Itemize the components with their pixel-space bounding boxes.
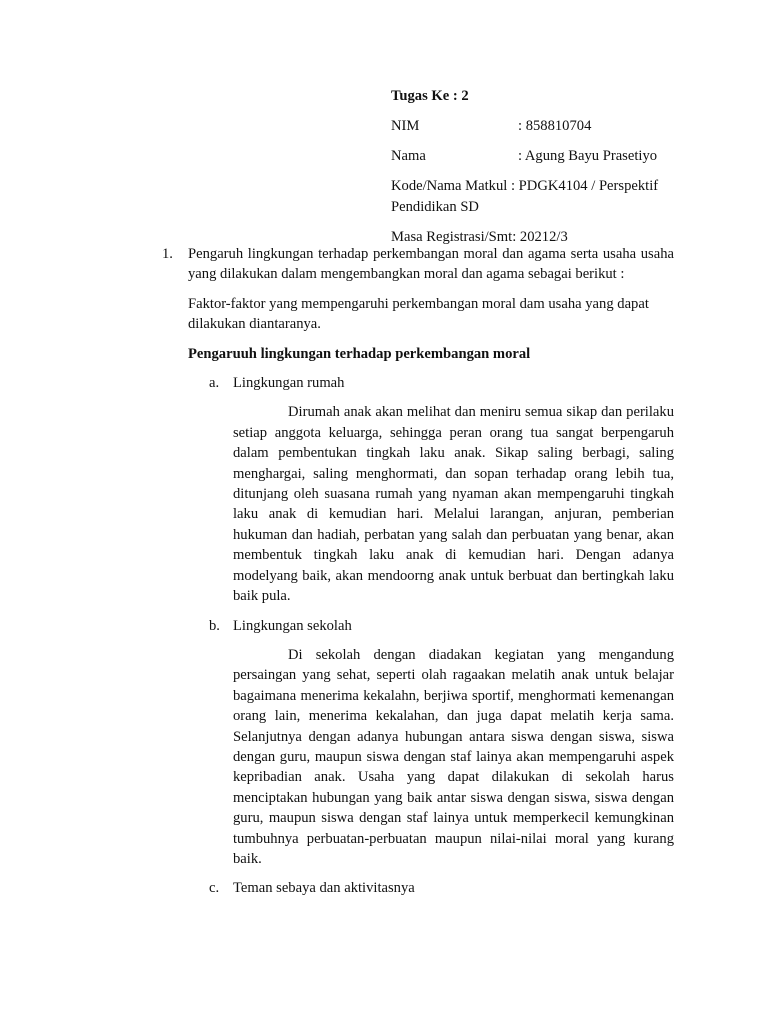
registration-period: Masa Registrasi/Smt: 20212/3: [391, 229, 568, 245]
list-item: [209, 616, 674, 870]
nama-label: Nama: [391, 148, 426, 164]
item-title: Lingkungan sekolah: [233, 617, 352, 634]
nim-value: : 858810704: [518, 118, 592, 134]
subheading: Pengaruuh lingkungan terhadap perkembangan moral: [188, 345, 531, 362]
item-letter: a.: [209, 375, 220, 392]
nim-label: NIM: [391, 118, 420, 134]
item-text: Di sekolah dengan diadakan kegiatan yang mengandung persaingan yang sehat, seperti olah ragaakan melatih anak untuk belajar bagaimana menerima kekalahn, berjiwa sportif, menghormati kemenangan orang lain, menerima kekalahan, dan juga dapat melatih kerja sama. Selanjutnya dengan adanya hubungan antara siswa dengan siswa, siswa dengan guru, maupun siswa dengan staf lainya akan mempengaruhi aspek kepribadian anak. Usaha yang dapat dilakukan di sekolah harus menciptakan hubungan yang baik antar siswa dengan siswa, siswa dengan guru, maupun siswa dengan staf lainya untuk memperkecil kemungkinan tumbuhnya perbuatan-perbuatan maupun nilai-nilai moral yang kurang baik.: [233, 646, 674, 867]
item-text: Dirumah anak akan melihat dan meniru semua sikap dan perilaku setiap anggota keluarga, sehingga peran orang tua sangat berpengaruh dalam pembentukan tingkah laku anak. Sikap saling berbagi, saling menghargai, saling menghormati, dan sopan terhadap orang lebih tua, ditunjang oleh suasana rumah yang nyaman akan mempengaruhi tingkah laku anak di kemudian hari. Melalui larangan, anjuran, pemberian hukuman dan hadiah, perbatan yang salah dan perbuatan yang benar, akan membentuk tingkah laku anak di kemudian hari. Dengan adanya modelyang baik, akan mendoorng anak untuk berbuat dan bertingkah laku baik pula.: [233, 404, 674, 605]
section-1: [162, 244, 674, 908]
nim-row: [391, 116, 681, 137]
course-code: Kode/Nama Matkul : PDGK4104 / Perspektif Pendidikan SD: [391, 178, 659, 215]
list-item: [209, 878, 674, 898]
assignment-header: [391, 86, 681, 257]
section-number: 1.: [162, 246, 173, 262]
item-title: Lingkungan rumah: [233, 375, 345, 392]
assignment-title: Tugas Ke : 2: [391, 88, 469, 104]
item-letter: b.: [209, 617, 220, 634]
nama-row: [391, 146, 681, 167]
factors-paragraph: Faktor-faktor yang mempengaruhi perkembangan moral dam usaha yang dapat dilakukan diantaranya.: [188, 295, 649, 333]
section-intro: Pengaruh lingkungan terhadap perkembangan moral dan agama serta usaha usaha yang dilakukan dalam mengembangkan moral dan agama sebagai berikut :: [188, 246, 674, 283]
item-title: Teman sebaya dan aktivitasnya: [233, 880, 415, 897]
nama-value: : Agung Bayu Prasetiyo: [518, 148, 658, 164]
list-item: [209, 373, 674, 606]
item-letter: c.: [209, 880, 220, 897]
